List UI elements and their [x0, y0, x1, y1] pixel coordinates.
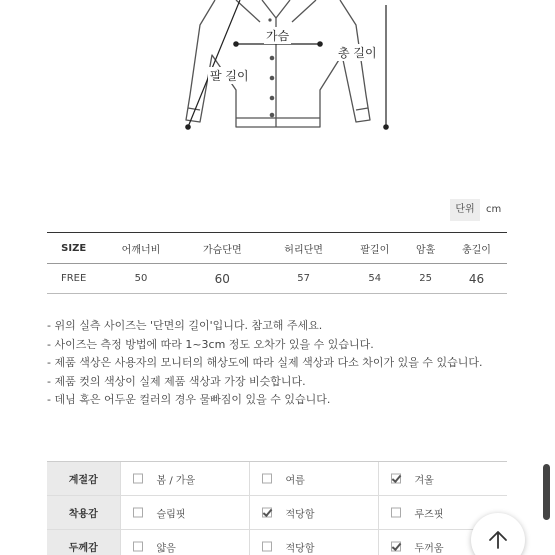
feature-table	[47, 461, 507, 555]
option-label: 얇음	[156, 543, 176, 554]
checkbox-icon[interactable]	[391, 508, 401, 518]
checkbox-icon[interactable]	[262, 542, 272, 552]
option-cell	[120, 496, 249, 530]
option-label: 적당함	[285, 543, 315, 554]
header-waist: 허리단면	[263, 233, 344, 264]
feature-row-fit	[47, 496, 507, 530]
chest-label: 가슴	[266, 29, 290, 43]
total-length-label: 총 길이	[338, 46, 377, 60]
option-label: 루즈핏	[414, 509, 444, 520]
feature-row-thickness	[47, 530, 507, 555]
header-size: SIZE	[47, 233, 100, 264]
feature-label-thickness: 두께감	[47, 530, 120, 555]
option-cell	[378, 462, 507, 496]
cell-waist: 57	[263, 264, 344, 294]
option-label: 봄 / 가을	[156, 475, 196, 486]
header-total-length: 총길이	[446, 233, 507, 264]
table-row	[47, 264, 507, 294]
cell-shoulder: 50	[100, 264, 181, 294]
cell-sleeve: 54	[344, 264, 405, 294]
size-table-header	[47, 233, 507, 264]
option-cell	[120, 462, 249, 496]
garment-size-diagram	[0, 0, 555, 180]
option-cell	[249, 496, 378, 530]
option-label: 적당함	[285, 509, 315, 520]
note-item: - 위의 실측 사이즈는 '단면의 길이'입니다. 참고해 주세요.	[47, 319, 323, 332]
note-item: - 제품 색상은 사용자의 모니터의 해상도에 따라 실제 색상과 다소 차이가 있을 수 있습니다.	[47, 356, 483, 369]
feature-row-season	[47, 462, 507, 496]
cell-chest: 60	[182, 264, 263, 294]
option-label: 겨울	[414, 475, 434, 486]
scrollbar-thumb[interactable]	[543, 464, 550, 520]
header-armhole: 암홀	[405, 233, 446, 264]
cell-size: FREE	[47, 264, 100, 294]
checkbox-checked-icon[interactable]	[391, 542, 401, 552]
option-label: 슬림핏	[156, 509, 186, 520]
header-shoulder: 어깨너비	[100, 233, 181, 264]
feature-label-fit: 착용감	[47, 496, 120, 530]
size-table	[47, 232, 507, 294]
checkbox-icon[interactable]	[133, 508, 143, 518]
option-cell	[249, 462, 378, 496]
checkbox-checked-icon[interactable]	[262, 508, 272, 518]
feature-label-season: 계절감	[47, 462, 120, 496]
option-cell	[120, 530, 249, 555]
header-sleeve: 팔길이	[344, 233, 405, 264]
note-item: - 제품 컷의 색상이 실제 제품 색상과 가장 비슷합니다.	[47, 374, 306, 388]
option-label: 두꺼움	[414, 543, 444, 554]
cell-armhole: 25	[405, 264, 446, 294]
sleeve-length-label: 팔 길이	[210, 69, 249, 83]
size-notes	[47, 317, 482, 410]
checkbox-icon[interactable]	[133, 542, 143, 552]
unit-label: 단위	[450, 199, 480, 221]
note-item: - 사이즈는 측정 방법에 따라 1~3cm 정도 오차가 있을 수 있습니다.	[47, 337, 374, 351]
option-cell	[249, 530, 378, 555]
checkbox-checked-icon[interactable]	[391, 474, 401, 484]
arrow-up-icon	[487, 529, 509, 551]
unit-value: cm	[486, 204, 502, 215]
checkbox-icon[interactable]	[262, 474, 272, 484]
option-label: 여름	[285, 475, 305, 486]
scroll-top-button[interactable]	[471, 513, 525, 555]
checkbox-icon[interactable]	[133, 474, 143, 484]
cell-total-length: 46	[446, 264, 507, 294]
header-chest: 가슴단면	[182, 233, 263, 264]
note-item: - 데님 혹은 어두운 컬러의 경우 물빠짐이 있을 수 있습니다.	[47, 393, 331, 406]
